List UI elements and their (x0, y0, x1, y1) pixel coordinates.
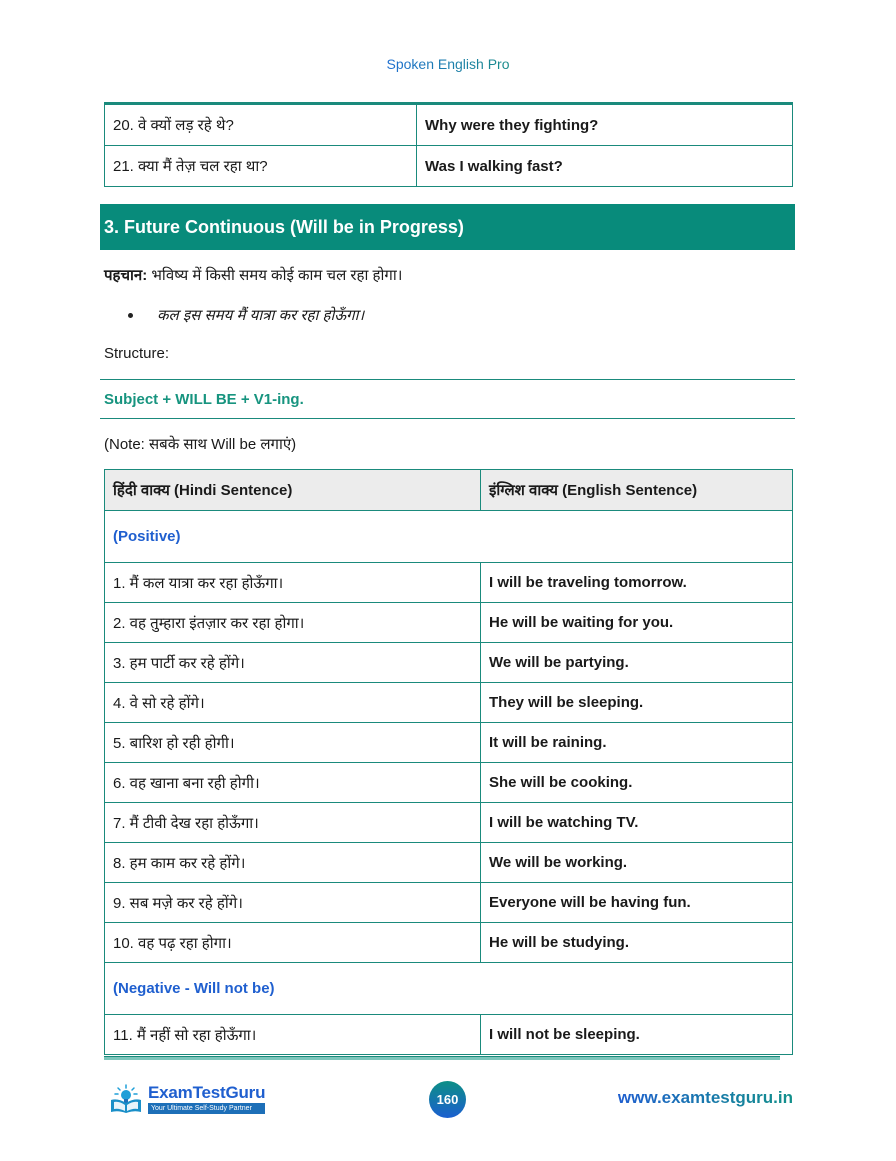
hindi-cell: 20. वे क्यों लड़ रहे थे? (105, 104, 417, 146)
hindi-cell: 21. क्या मैं तेज़ चल रहा था? (105, 146, 417, 187)
english-cell: It will be raining. (481, 723, 793, 763)
identification-line (104, 265, 402, 285)
english-cell: We will be working. (481, 843, 793, 883)
english-cell: They will be sleeping. (481, 683, 793, 723)
example-text: कल इस समय मैं यात्रा कर रहा होऊँगा। (157, 307, 365, 324)
page-number-badge: 160 (429, 1081, 466, 1118)
table-header-row (105, 470, 793, 511)
hindi-cell: 1. मैं कल यात्रा कर रहा होऊँगा। (105, 563, 481, 603)
brand-logo (108, 1084, 265, 1114)
table-row (105, 104, 793, 146)
hindi-cell: 3. हम पार्टी कर रहे होंगे। (105, 643, 481, 683)
note-text: (Note: सबके साथ Will be लगाएं) (104, 436, 297, 453)
previous-section-table (104, 102, 793, 187)
hindi-cell: 7. मैं टीवी देख रहा होऊँगा। (105, 803, 481, 843)
table-row (105, 723, 793, 763)
table-row (105, 883, 793, 923)
structure-label: Structure: (104, 345, 170, 362)
header-english: इंग्लिश वाक्य (English Sentence) (481, 470, 793, 511)
website-link[interactable]: www.examtestguru.in (617, 1088, 793, 1107)
negative-subheading-row (105, 963, 793, 1015)
english-cell: Everyone will be having fun. (481, 883, 793, 923)
table-row (105, 603, 793, 643)
document-header-title (0, 56, 896, 72)
structure-formula: Subject + WILL BE + V1-ing. (100, 379, 795, 419)
hindi-cell: 6. वह खाना बना रही होगी। (105, 763, 481, 803)
hindi-cell: 11. मैं नहीं सो रहा होऊँगा। (105, 1015, 481, 1055)
table-row (105, 146, 793, 187)
logo-tagline: Your Ultimate Self-Study Partner (148, 1103, 265, 1114)
negative-label: (Negative - Will not be) (105, 963, 793, 1015)
header-hindi: हिंदी वाक्य (Hindi Sentence) (105, 470, 481, 511)
english-cell: I will be traveling tomorrow. (481, 563, 793, 603)
table-row (105, 683, 793, 723)
hindi-cell: 9. सब मज़े कर रहे होंगे। (105, 883, 481, 923)
english-cell: Why were they fighting? (417, 104, 793, 146)
example-bullet (128, 305, 364, 325)
english-cell: I will not be sleeping. (481, 1015, 793, 1055)
sentence-table (104, 469, 793, 1055)
header-title-text: Spoken English Pro (386, 56, 510, 72)
table-row (105, 923, 793, 963)
english-cell: I will be watching TV. (481, 803, 793, 843)
english-cell: We will be partying. (481, 643, 793, 683)
footer-divider (104, 1057, 780, 1060)
bullet-icon (128, 313, 133, 318)
hindi-cell: 8. हम काम कर रहे होंगे। (105, 843, 481, 883)
logo-name: ExamTestGuru (148, 1083, 266, 1102)
table-row (105, 643, 793, 683)
table-row (105, 763, 793, 803)
identification-label: पहचान: (104, 267, 148, 284)
english-cell: Was I walking fast? (417, 146, 793, 187)
identification-text: भविष्य में किसी समय कोई काम चल रहा होगा। (147, 267, 403, 284)
hindi-cell: 4. वे सो रहे होंगे। (105, 683, 481, 723)
positive-subheading-row (105, 511, 793, 563)
hindi-cell: 10. वह पढ़ रहा होगा। (105, 923, 481, 963)
english-cell: She will be cooking. (481, 763, 793, 803)
hindi-cell: 5. बारिश हो रही होगी। (105, 723, 481, 763)
positive-label: (Positive) (105, 511, 793, 563)
english-cell: He will be waiting for you. (481, 603, 793, 643)
hindi-cell: 2. वह तुम्हारा इंतज़ार कर रहा होगा। (105, 603, 481, 643)
section-heading: 3. Future Continuous (Will be in Progress) (100, 204, 795, 250)
table-row (105, 803, 793, 843)
english-cell: He will be studying. (481, 923, 793, 963)
table-row (105, 563, 793, 603)
table-row (105, 843, 793, 883)
table-row (105, 1015, 793, 1055)
lightbulb-book-icon (108, 1084, 144, 1114)
